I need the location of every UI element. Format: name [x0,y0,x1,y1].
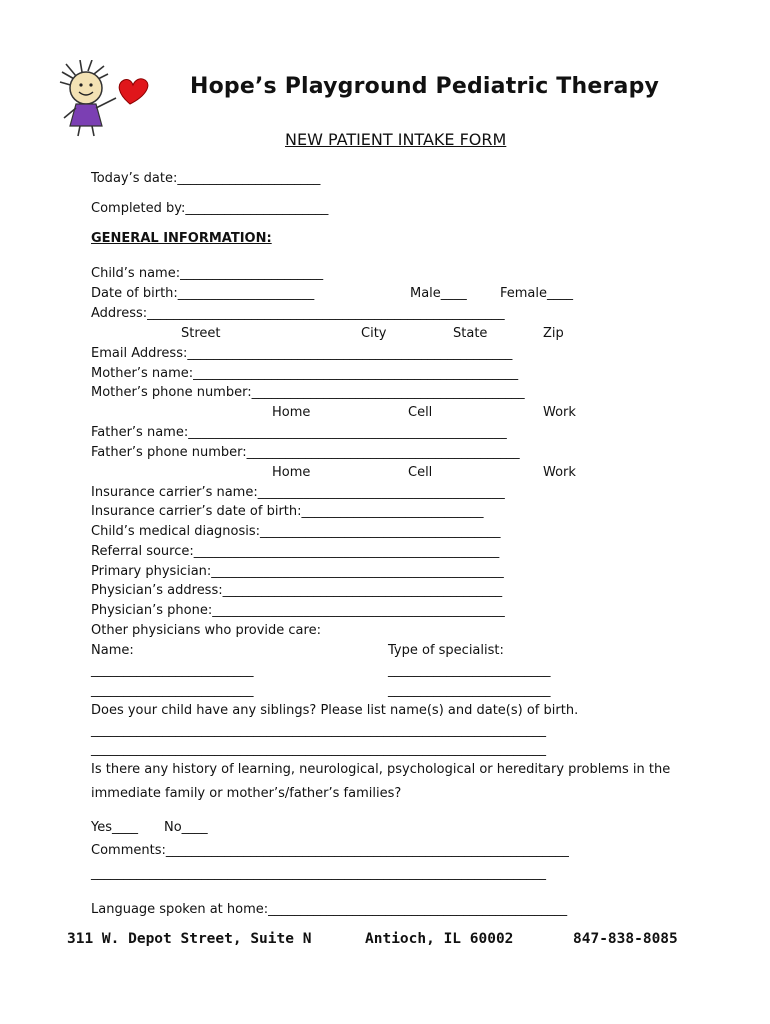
other-physicians-label: Other physicians who provide care: [91,623,321,638]
diagnosis-field[interactable]: Child’s medical diagnosis:_____________________________________ [91,524,501,539]
comments-line[interactable]: ______________________________________________________________________ [91,866,546,881]
history-question-continued: immediate family or mother’s/father’s families? [91,786,402,801]
specialist-type-label: Type of specialist: [388,643,504,658]
language-field[interactable]: Language spoken at home:______________________________________________ [91,902,568,917]
footer-phone: 847-838-8085 [573,931,678,947]
name-label: Name: [91,643,134,658]
cell-label: Cell [408,465,433,480]
state-label: State [453,326,488,341]
home-label: Home [272,405,311,420]
page-title: Hope’s Playground Pediatric Therapy [190,74,660,99]
physician-address-field[interactable]: Physician’s address:___________________________________________ [91,583,503,598]
insurance-name-field[interactable]: Insurance carrier’s name:______________________________________ [91,485,505,500]
work-label: Work [543,405,576,420]
work-label: Work [543,465,576,480]
date-of-birth-field[interactable]: Date of birth:_____________________ [91,286,315,301]
mothers-phone-field[interactable]: Mother’s phone number:__________________________________________ [91,385,525,400]
city-label: City [361,326,387,341]
physician-name-line[interactable]: _________________________ [91,663,254,678]
mothers-name-field[interactable]: Mother’s name:__________________________________________________ [91,366,519,381]
comments-field[interactable]: Comments:______________________________________________________________ [91,843,569,858]
physician-phone-field[interactable]: Physician’s phone:_____________________________________________ [91,603,505,618]
completed-by-field[interactable]: Completed by:______________________ [91,201,329,216]
siblings-line[interactable]: ______________________________________________________________________ [91,723,546,738]
logo-girl-heart-icon [58,60,154,138]
street-label: Street [181,326,221,341]
childs-name-field[interactable]: Child’s name:______________________ [91,266,324,281]
zip-label: Zip [543,326,564,341]
form-subtitle: NEW PATIENT INTAKE FORM [285,130,507,149]
email-field[interactable]: Email Address:__________________________________________________ [91,346,513,361]
history-question: Is there any history of learning, neurological, psychological or hereditary problems in the [91,762,671,777]
no-field[interactable]: No____ [164,820,208,835]
primary-physician-field[interactable]: Primary physician:_____________________________________________ [91,564,504,579]
footer-city: Antioch, IL 60002 [365,931,514,947]
siblings-line[interactable]: ______________________________________________________________________ [91,742,546,757]
cell-label: Cell [408,405,433,420]
insurance-dob-field[interactable]: Insurance carrier’s date of birth:____________________________ [91,504,484,519]
fathers-phone-field[interactable]: Father’s phone number:__________________________________________ [91,445,520,460]
specialist-type-line[interactable]: _________________________ [388,683,551,698]
footer-address: 311 W. Depot Street, Suite N [67,931,312,947]
address-field[interactable]: Address:_______________________________________________________ [91,306,505,321]
section-heading-general: GENERAL INFORMATION: [91,231,272,246]
male-field[interactable]: Male____ [410,286,467,301]
physician-name-line[interactable]: _________________________ [91,683,254,698]
todays-date-field[interactable]: Today’s date:______________________ [91,171,321,186]
fathers-name-field[interactable]: Father’s name:_________________________________________________ [91,425,507,440]
referral-source-field[interactable]: Referral source:_______________________________________________ [91,544,500,559]
female-field[interactable]: Female____ [500,286,574,301]
yes-field[interactable]: Yes____ [91,820,138,835]
specialist-type-line[interactable]: _________________________ [388,663,551,678]
siblings-question: Does your child have any siblings? Please list name(s) and date(s) of birth. [91,703,579,718]
home-label: Home [272,465,311,480]
